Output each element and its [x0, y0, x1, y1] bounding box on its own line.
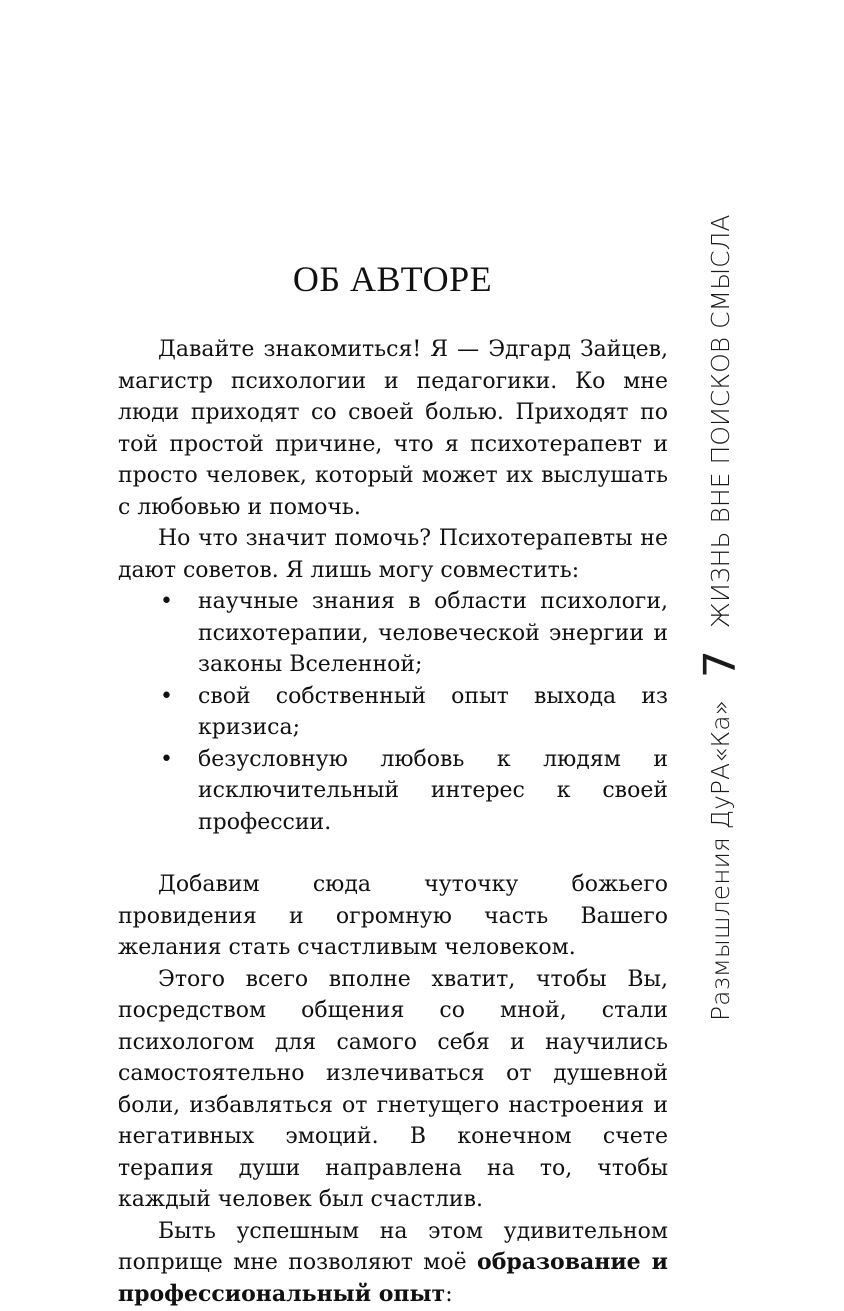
paragraph-experience: [118, 1216, 668, 1311]
running-header: [692, 0, 748, 1311]
page-body: [118, 334, 668, 1310]
list-item: • свой собственный опыт выхода из кризиса;: [118, 681, 668, 744]
list-item: • научные знания в области психологи, психотерапии, человеческой энергии и законы Вселенной;: [118, 586, 668, 681]
paragraph-experience-bold: образование и профессиональный опыт: [118, 1249, 668, 1307]
page-title: ОБ АВТОРЕ: [292, 259, 493, 299]
paragraph-help: Но что значит помочь? Психотерапевты не дают советов. Я лишь могу совместить:: [118, 526, 668, 583]
running-header-text: [692, 213, 748, 1021]
bullet-list: [118, 586, 668, 838]
book-title: Размышления ДуРА«Ка»: [705, 699, 735, 1021]
list-item: • безусловную любовь к людям и исключительный интерес к своей профессии.: [118, 744, 668, 839]
chapter-title: ЖИЗНЬ ВНЕ ПОИСКОВ СМЫСЛА: [705, 213, 735, 628]
paragraph-providence: Добавим сюда чуточку божьего провидения и огромную часть Вашего желания стать счастливым человеком.: [118, 872, 668, 960]
paragraph-experience-start: Быть успешным на этом удивительном поприще мне позволяют моё: [118, 1218, 668, 1275]
paragraph-therapy: Этого всего вполне хватит, чтобы Вы, посредством общения со мной, стали психологом для самого себя и научились самостоятельно излечиваться от душевной боли, избавляться от гнетущего настроения и негативных эмоций. В конечном счете терапия души направлена на то, чтобы каждый человек был счастлив.: [118, 966, 668, 1212]
page-number: 7: [694, 649, 746, 678]
spacer: [118, 838, 668, 869]
paragraph-intro: Давайте знакомиться! Я — Эдгард Зайцев, магистр психологии и педагогики. Ко мне люди приходят со своей болью. Приходят по той простой причине, что я психотерапевт и просто человек, который может их выслушать с любовью и помочь.: [118, 337, 668, 520]
paragraph-experience-end: :: [445, 1281, 453, 1307]
